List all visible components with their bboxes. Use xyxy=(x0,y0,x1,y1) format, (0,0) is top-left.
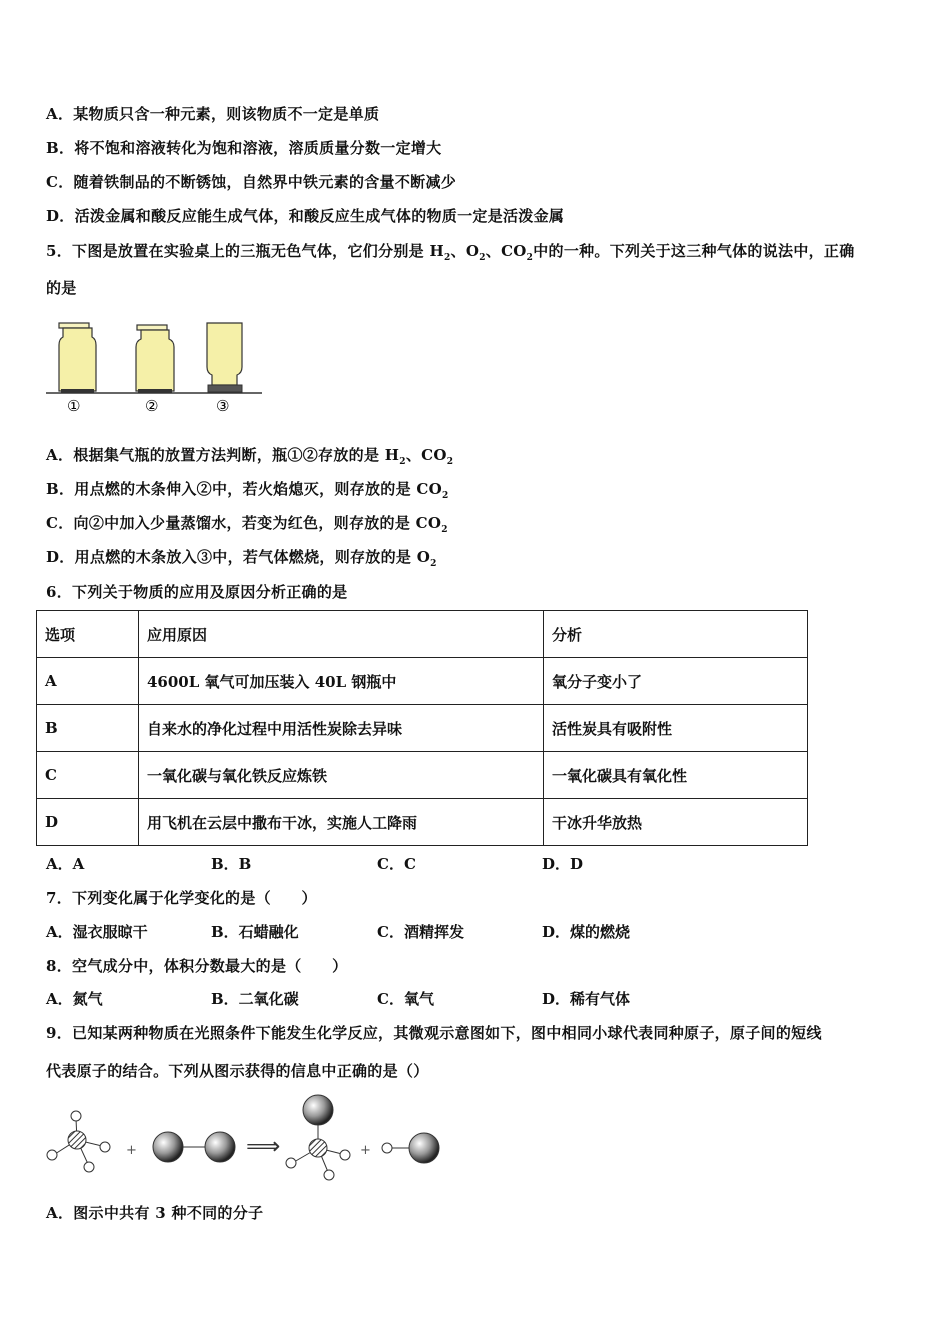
table-cell: 活性炭具有吸附性 xyxy=(544,705,808,752)
bottle-3 xyxy=(207,323,242,392)
q5-option-c xyxy=(46,512,448,535)
bottle-label-1: ① xyxy=(67,397,81,415)
q9-option-a: A．图示中共有 3 种不同的分子 xyxy=(46,1204,264,1222)
q5-option-a xyxy=(46,444,453,467)
q5-b-text: B．用点燃的木条伸入②中，若火焰熄灭，则存放的是 CO xyxy=(46,480,443,498)
table-header-row xyxy=(37,611,808,658)
bottle-label-2: ② xyxy=(145,397,159,415)
table-cell: 氧分子变小了 xyxy=(544,658,808,705)
q6-option-b: B．B xyxy=(211,855,252,873)
bottle-2 xyxy=(136,325,174,393)
table-header-cell: 分析 xyxy=(544,611,808,658)
reaction-arrow: ⟹ xyxy=(246,1132,281,1160)
q4-option-b: B．将不饱和溶液转化为饱和溶液，溶质质量分数一定增大 xyxy=(46,139,442,157)
q5-stem xyxy=(46,240,855,263)
q5-stem-line2: 的是 xyxy=(46,279,77,297)
bottle-label-3: ③ xyxy=(216,397,230,415)
q5-d-text: D．用点燃的木条放入③中，若气体燃烧，则存放的是 O xyxy=(46,548,431,566)
q4-option-a: A．某物质只含一种元素，则该物质不一定是单质 xyxy=(46,105,380,123)
table-cell: 一氧化碳与氧化铁反应炼铁 xyxy=(139,752,544,799)
q7-option-c: C．酒精挥发 xyxy=(377,923,464,941)
q6-option-d: D．D xyxy=(542,855,584,873)
q8-option-d: D．稀有气体 xyxy=(542,990,631,1008)
table-row xyxy=(37,658,808,705)
q6-stem: 6．下列关于物质的应用及原因分析正确的是 xyxy=(46,583,348,601)
q7-option-a: A．湿衣服晾干 xyxy=(46,923,148,941)
sub: 2 xyxy=(479,253,486,263)
q7-option-b: B．石蜡融化 xyxy=(211,923,299,941)
table-row xyxy=(37,752,808,799)
table-cell: A xyxy=(37,658,139,705)
q5-a-mid: 、CO xyxy=(405,446,447,464)
q6-table xyxy=(36,610,808,846)
table-cell: 4600L 氧气可加压装入 40L 钢瓶中 xyxy=(139,658,544,705)
molecule-chlorine xyxy=(153,1132,235,1162)
q5-co: 、CO xyxy=(485,242,527,260)
q9-stem-line1: 9．已知某两种物质在光照条件下能发生化学反应，其微观示意图如下，图中相同小球代表同种原子，原子间的短线 xyxy=(46,1024,822,1042)
q5-stem-a: 5．下图是放置在实验桌上的三瓶无色气体，它们分别是 xyxy=(46,242,424,260)
table-cell: D xyxy=(37,799,139,846)
sub: 2 xyxy=(446,457,454,467)
q5-option-b xyxy=(46,478,449,501)
q8-stem: 8．空气成分中，体积分数最大的是（ ） xyxy=(46,957,348,975)
table-cell: 一氧化碳具有氧化性 xyxy=(544,752,808,799)
molecule-reaction-figure xyxy=(40,1092,460,1182)
table-row xyxy=(37,705,808,752)
sub: 2 xyxy=(443,253,451,263)
table-header-cell: 选项 xyxy=(37,611,139,658)
q5-c-text: C．向②中加入少量蒸馏水，若变为红色，则存放的是 CO xyxy=(46,514,442,532)
table-row xyxy=(37,799,808,846)
q6-option-a: A．A xyxy=(46,855,85,873)
q5-h: H xyxy=(429,242,444,260)
plus-sign: + xyxy=(126,1143,137,1158)
table-header-cell: 应用原因 xyxy=(139,611,544,658)
plus-sign-2: + xyxy=(360,1143,371,1158)
q7-option-d: D．煤的燃烧 xyxy=(542,923,631,941)
q4-option-d: D．活泼金属和酸反应能生成气体，和酸反应生成气体的物质一定是活泼金属 xyxy=(46,207,565,225)
bottle-1 xyxy=(59,323,96,393)
sub: 2 xyxy=(526,253,534,263)
table-cell: C xyxy=(37,752,139,799)
q4-option-c: C．随着铁制品的不断锈蚀，自然界中铁元素的含量不断减少 xyxy=(46,173,457,191)
q5-a-text: A．根据集气瓶的放置方法判断，瓶①②存放的是 H xyxy=(46,446,400,464)
table-cell: 用飞机在云层中撒布干冰，实施人工降雨 xyxy=(139,799,544,846)
q8-option-c: C．氧气 xyxy=(377,990,434,1008)
q8-option-a: A．氮气 xyxy=(46,990,103,1008)
table-cell: 干冰升华放热 xyxy=(544,799,808,846)
sub: 2 xyxy=(442,491,449,501)
sub: 2 xyxy=(441,525,448,535)
q9-stem-line2: 代表原子的结合。下列从图示获得的信息中正确的是（） xyxy=(46,1062,429,1080)
gas-bottles-figure xyxy=(40,315,270,415)
sub: 2 xyxy=(430,559,437,569)
molecule-hcl xyxy=(382,1133,439,1163)
q5-stem-b: 中的一种。下列关于这三种气体的说法中，正确 xyxy=(533,242,855,260)
molecule-methane xyxy=(47,1111,110,1172)
molecule-chloromethane xyxy=(286,1095,350,1180)
table-cell: B xyxy=(37,705,139,752)
table-cell: 自来水的净化过程中用活性炭除去异味 xyxy=(139,705,544,752)
q7-stem: 7．下列变化属于化学变化的是（ ） xyxy=(46,889,317,907)
sub: 2 xyxy=(399,457,406,467)
q8-option-b: B．二氧化碳 xyxy=(211,990,299,1008)
q5-option-d xyxy=(46,546,437,569)
q6-option-c: C．C xyxy=(377,855,416,873)
q5-o: 、O xyxy=(450,242,480,260)
